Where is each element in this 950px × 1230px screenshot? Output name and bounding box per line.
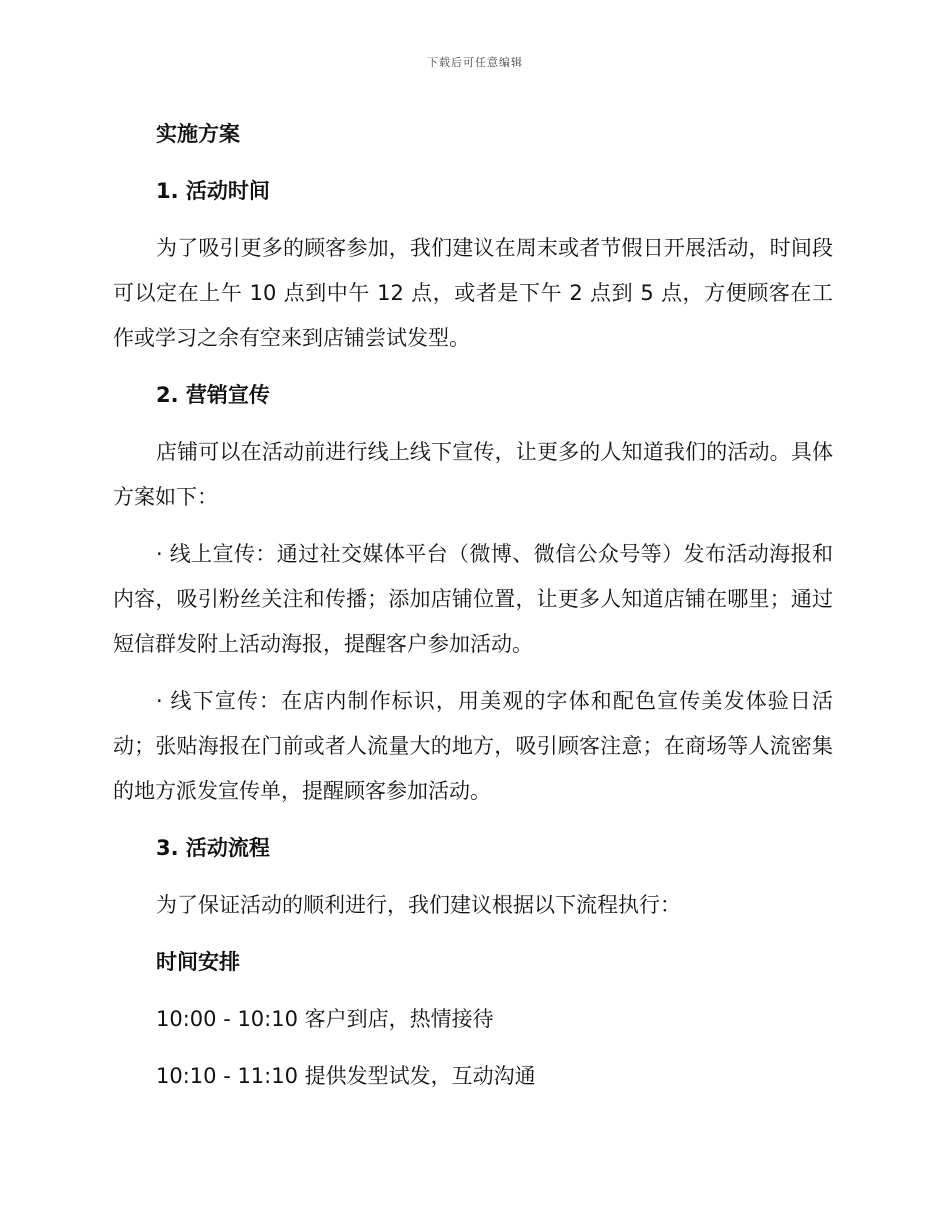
bullet-online-promotion: · 线上宣传：通过社交媒体平台（微博、微信公众号等）发布活动海报和内容，吸引粉丝关注和传播；添加店铺位置，让更多人知道店铺在哪里；通过短信群发附上活动海报，提醒客户参加活动。 bbox=[113, 542, 833, 656]
section-heading-activity-flow: 3. 活动流程 bbox=[156, 836, 270, 860]
section-heading-activity-time: 1. 活动时间 bbox=[156, 179, 270, 203]
document-body bbox=[113, 112, 833, 1099]
paragraph-marketing-intro: 店铺可以在活动前进行线上线下宣传，让更多的人知道我们的活动。具体方案如下： bbox=[113, 440, 833, 509]
page-header: 下载后可任意编辑 bbox=[427, 56, 523, 69]
section-heading-marketing: 2. 营销宣传 bbox=[156, 383, 270, 407]
schedule-heading: 时间安排 bbox=[156, 950, 240, 974]
paragraph-activity-flow: 为了保证活动的顺利进行，我们建议根据以下流程执行： bbox=[156, 893, 681, 917]
paragraph-activity-time: 为了吸引更多的顾客参加，我们建议在周末或者节假日开展活动，时间段可以定在上午 10 点到中午 12 点，或者是下午 2 点到 5 点，方便顾客在工作或学习之余有空来到店铺尝试发型。 bbox=[113, 236, 833, 350]
schedule-item: 10:00 - 10:10 客户到店，热情接待 bbox=[156, 1007, 494, 1031]
schedule-item: 10:10 - 11:10 提供发型试发，互动沟通 bbox=[156, 1064, 536, 1088]
bullet-offline-promotion: · 线下宣传：在店内制作标识，用美观的字体和配色宣传美发体验日活动；张贴海报在门前或者人流量大的地方，吸引顾客注意；在商场等人流密集的地方派发宣传单，提醒顾客参加活动。 bbox=[113, 689, 833, 803]
document-title: 实施方案 bbox=[156, 122, 240, 146]
